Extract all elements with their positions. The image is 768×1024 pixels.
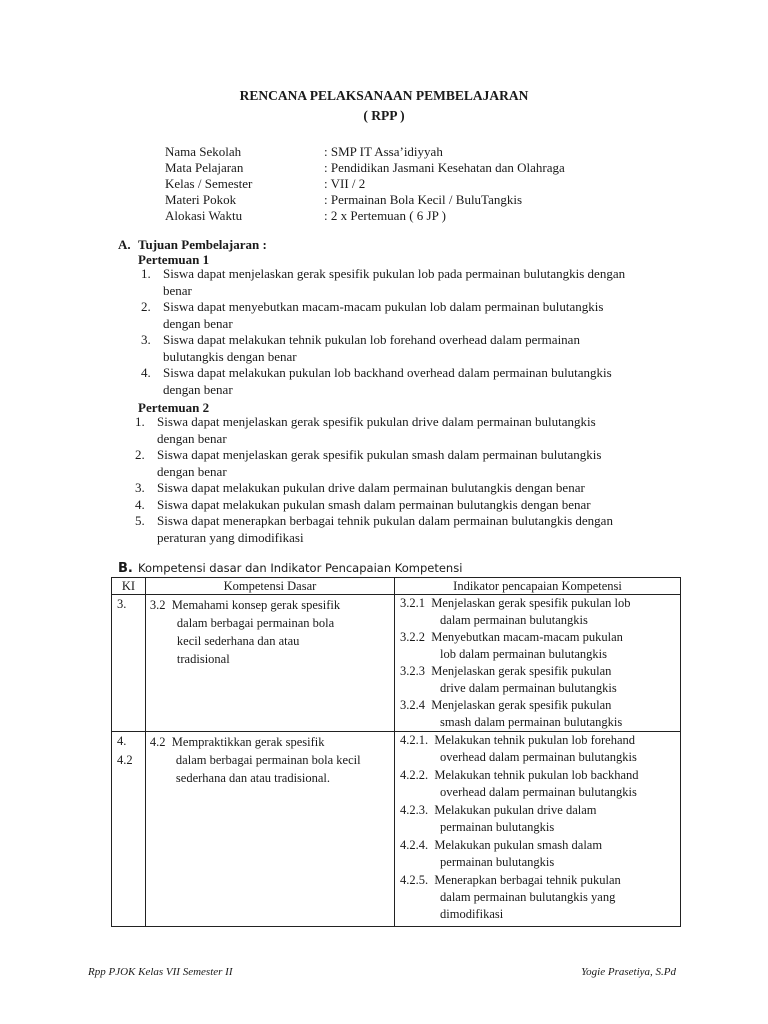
indicator-text: Menerapkan berbagai tehnik pukulan — [434, 873, 621, 887]
objective-item — [135, 414, 675, 447]
kd-text: Mempraktikkan gerak spesifik — [171, 735, 325, 749]
objective-number: 4. — [141, 365, 151, 380]
identity-row — [165, 160, 705, 176]
indicator-number: 4.2.5. — [400, 873, 429, 887]
ki-cell — [112, 732, 146, 927]
objective-item — [135, 447, 675, 480]
section-b-title: Kompetensi dasar dan Indikator Pencapaian Kompetensi — [138, 561, 463, 575]
kd-text: Memahami konsep gerak spesifik — [171, 598, 341, 612]
indicator-number: 3.2.4 — [400, 698, 426, 712]
kd-first-line — [150, 596, 390, 614]
table-row — [112, 595, 681, 732]
ki-value: 4. — [117, 734, 127, 748]
objective-number: 1. — [135, 414, 145, 429]
objective-line: Siswa dapat melakukan pukulan lob backhand overhead dalam permainan bulutangkis — [163, 365, 612, 380]
header-ki: KI — [112, 578, 146, 595]
indicator-number: 4.2.3. — [400, 803, 429, 817]
identity-label: Alokasi Waktu — [165, 208, 243, 223]
objective-number: 2. — [141, 299, 151, 314]
indicator-text-line: lob dalam permainan bulutangkis — [440, 647, 607, 661]
footer-right: Yogie Prasetiya, S.Pd — [581, 966, 676, 978]
objective-line: benar — [163, 282, 192, 298]
meeting-2-objectives — [135, 414, 675, 546]
identity-row — [165, 144, 705, 160]
footer-left: Rpp PJOK Kelas VII Semester II — [88, 966, 233, 978]
indicator-first-line — [400, 767, 680, 784]
objective-item — [141, 266, 675, 299]
header-kompetensi-dasar: Kompetensi Dasar — [145, 578, 394, 595]
indicator-item — [395, 872, 680, 923]
indicator-cell — [395, 732, 681, 927]
indicator-first-line — [400, 595, 680, 612]
table-row — [112, 732, 681, 927]
header-indikator: Indikator pencapaian Kompetensi — [395, 578, 681, 595]
kd-number: 4.2 — [149, 735, 166, 749]
competency-table — [111, 577, 681, 927]
objective-line: dengan benar — [163, 381, 233, 397]
indicator-item — [395, 732, 680, 766]
indicator-text-line: overhead dalam permainan bulutangkis — [440, 785, 637, 799]
objective-item — [135, 496, 675, 514]
indicator-first-line — [400, 629, 680, 646]
identity-value: : 2 x Pertemuan ( 6 JP ) — [324, 208, 446, 223]
indicator-first-line — [400, 697, 680, 714]
indicator-item — [395, 663, 680, 697]
identity-row — [165, 192, 705, 208]
indicator-text: Menjelaskan gerak spesifik pukulan lob — [431, 596, 631, 610]
ki-value: 4.2 — [117, 753, 133, 767]
indicator-item — [395, 595, 680, 629]
indicator-number: 3.2.3 — [400, 664, 426, 678]
ki-value: 3. — [117, 597, 127, 611]
identity-value: : SMP IT Assa’idiyyah — [324, 144, 443, 159]
identity-label: Mata Pelajaran — [165, 160, 244, 175]
meeting-1-heading: Pertemuan 1 — [138, 252, 210, 267]
meeting-1-objectives — [141, 266, 675, 398]
indicator-first-line — [400, 802, 680, 819]
objective-line: bulutangkis dengan benar — [163, 348, 297, 364]
identity-row — [165, 176, 705, 192]
identity-block — [165, 144, 705, 224]
kd-number: 3.2 — [149, 598, 166, 612]
identity-label: Materi Pokok — [165, 192, 237, 207]
section-a-mark: A. — [118, 237, 131, 252]
objective-number: 1. — [141, 266, 151, 281]
kd-item — [146, 732, 394, 787]
objective-line: Siswa dapat melakukan pukulan drive dalam permainan bulutangkis dengan benar — [157, 480, 585, 495]
objective-item — [141, 365, 675, 398]
indicator-item — [395, 802, 680, 836]
identity-value: : Permainan Bola Kecil / BuluTangkis — [324, 192, 523, 207]
indicator-first-line — [400, 732, 680, 749]
identity-value: : VII / 2 — [324, 176, 366, 191]
kd-item — [146, 595, 394, 668]
objective-item — [141, 299, 675, 332]
objective-line: peraturan yang dimodifikasi — [157, 529, 304, 545]
kd-first-line — [150, 733, 390, 751]
indicator-item — [395, 767, 680, 801]
section-a-heading — [118, 237, 267, 253]
objective-line: dengan benar — [157, 463, 227, 479]
table-header-row — [112, 578, 681, 595]
identity-label: Nama Sekolah — [165, 144, 242, 159]
kd-cell — [145, 732, 394, 927]
section-b-heading — [118, 560, 462, 576]
objective-line: dengan benar — [157, 430, 227, 446]
kd-text-line: tradisional — [176, 652, 230, 666]
objective-line: dengan benar — [163, 315, 233, 331]
kd-text-line: dalam berbagai permainan bola — [176, 616, 335, 630]
objective-line: Siswa dapat menjelaskan gerak spesifik pukulan drive dalam permainan bulutangkis — [157, 414, 596, 429]
indicator-number: 4.2.4. — [400, 838, 429, 852]
table-body — [112, 595, 681, 927]
indicator-text-line: dalam permainan bulutangkis — [440, 613, 588, 627]
indicator-cell — [395, 595, 681, 732]
objective-item — [135, 480, 675, 497]
indicator-first-line — [400, 837, 680, 854]
objective-line: Siswa dapat melakukan pukulan smash dalam permainan bulutangkis dengan benar — [157, 496, 591, 512]
indicator-text: Menjelaskan gerak spesifik pukulan — [431, 698, 612, 712]
ki-cell — [112, 595, 146, 732]
kd-text-line: sederhana dan atau tradisional. — [175, 771, 331, 785]
indicator-text-line: dalam permainan bulutangkis yang — [440, 890, 616, 904]
identity-value: : Pendidikan Jasmani Kesehatan dan Olahraga — [324, 160, 565, 175]
indicator-text-line: smash dalam permainan bulutangkis — [440, 715, 623, 729]
indicator-text: Melakukan pukulan smash dalam — [434, 838, 603, 852]
indicator-text-line: permainan bulutangkis — [440, 820, 555, 834]
objective-line: Siswa dapat menjelaskan gerak spesifik pukulan smash dalam permainan bulutangkis — [157, 447, 602, 462]
indicator-text-line: overhead dalam permainan bulutangkis — [440, 750, 637, 764]
indicator-number: 4.2.1. — [400, 733, 429, 747]
indicator-text-line: dimodifikasi — [440, 907, 504, 921]
indicator-text: Menjelaskan gerak spesifik pukulan — [431, 664, 612, 678]
indicator-text-line: drive dalam permainan bulutangkis — [440, 681, 617, 695]
indicator-text: Melakukan pukulan drive dalam — [434, 803, 597, 817]
indicator-number: 4.2.2. — [400, 768, 429, 782]
objective-number: 2. — [135, 447, 145, 462]
indicator-text: Melakukan tehnik pukulan lob backhand — [434, 768, 639, 782]
indicator-item — [395, 697, 680, 731]
indicator-text: Melakukan tehnik pukulan lob forehand — [434, 733, 636, 747]
objective-line: Siswa dapat menyebutkan macam-macam pukulan lob dalam permainan bulutangkis — [163, 299, 604, 314]
indicator-text-line: permainan bulutangkis — [440, 855, 555, 869]
indicator-item — [395, 837, 680, 871]
document-subtitle: ( RPP ) — [363, 108, 405, 123]
kd-text-line: kecil sederhana dan atau — [176, 634, 300, 648]
kd-cell — [145, 595, 394, 732]
indicator-text: Menyebutkan macam-macam pukulan — [431, 630, 623, 644]
identity-label: Kelas / Semester — [165, 176, 253, 191]
objective-number: 5. — [135, 513, 145, 528]
objective-line: Siswa dapat menerapkan berbagai tehnik pukulan dalam permainan bulutangkis dengan — [157, 513, 613, 528]
objective-item — [135, 513, 675, 546]
objective-item — [141, 332, 675, 365]
objective-number: 4. — [135, 496, 145, 512]
document-title: RENCANA PELAKSANAAN PEMBELAJARAN — [239, 88, 529, 103]
section-b-mark: B. — [118, 561, 133, 576]
indicator-first-line — [400, 872, 680, 889]
objective-number: 3. — [135, 480, 145, 495]
objective-line: Siswa dapat melakukan tehnik pukulan lob forehand overhead dalam permainan — [163, 332, 580, 347]
meeting-2-heading: Pertemuan 2 — [138, 400, 210, 415]
kd-text-line: dalam berbagai permainan bola kecil — [175, 753, 361, 767]
section-a-title: Tujuan Pembelajaran : — [138, 237, 267, 252]
indicator-item — [395, 629, 680, 663]
objective-line: Siswa dapat menjelaskan gerak spesifik pukulan lob pada permainan bulutangkis dengan — [163, 266, 626, 281]
objective-number: 3. — [141, 332, 151, 347]
indicator-first-line — [400, 663, 680, 680]
identity-row — [165, 208, 705, 224]
indicator-number: 3.2.2 — [400, 630, 426, 644]
indicator-number: 3.2.1 — [400, 596, 426, 610]
